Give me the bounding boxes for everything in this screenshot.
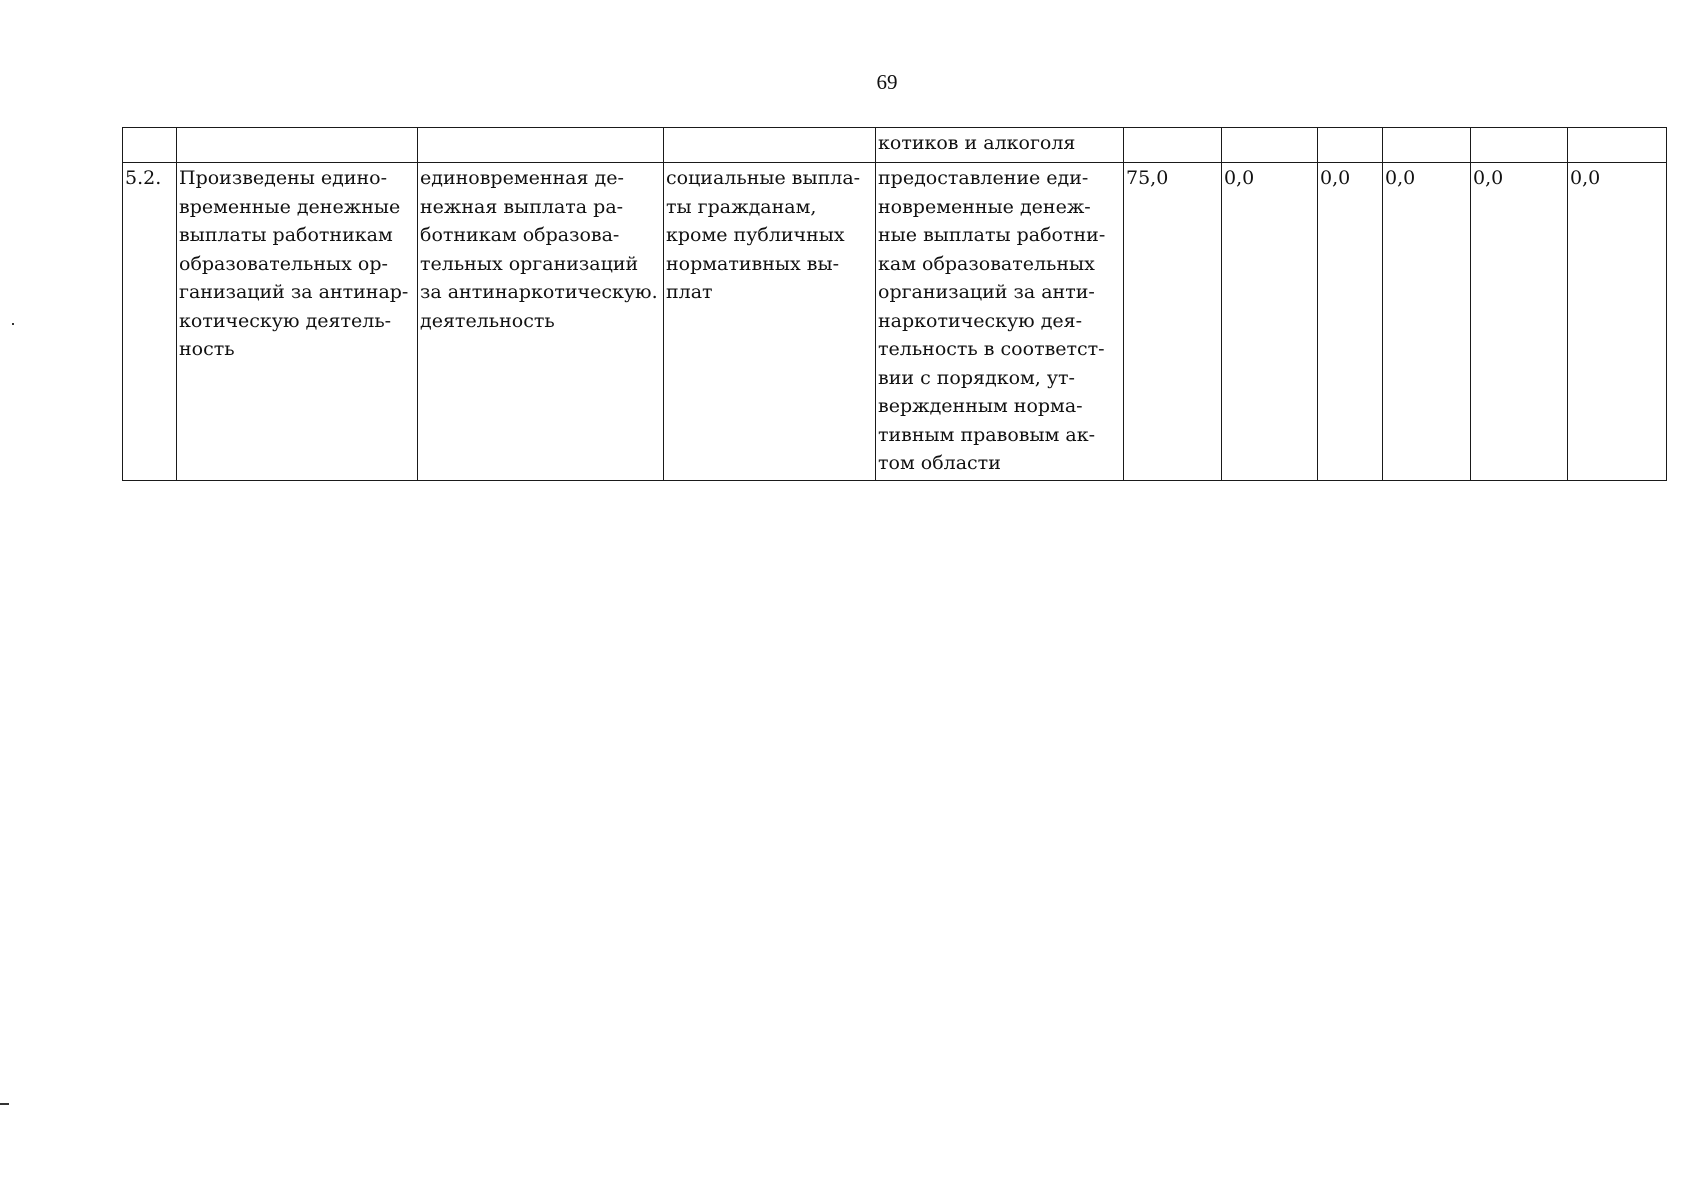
value-cell-2: 0,0 — [1222, 163, 1318, 481]
payment-type-cell: социальные выпла- ты гражданам, кроме публичных нормативных вы- плат — [664, 163, 876, 481]
cont-cell-type — [664, 128, 876, 163]
budget-table — [122, 127, 1667, 481]
value-cell-4: 0,0 — [1383, 163, 1471, 481]
cont-cell-value-6 — [1568, 128, 1667, 163]
scan-dot — [12, 323, 14, 325]
cont-cell-description: котиков и алкоголя — [876, 128, 1124, 163]
cont-cell-value-2 — [1222, 128, 1318, 163]
value-cell-6: 0,0 — [1568, 163, 1667, 481]
value-cell-3: 0,0 — [1318, 163, 1383, 481]
cont-cell-value-1 — [1124, 128, 1222, 163]
continuation-row — [123, 128, 1667, 163]
table-row — [123, 163, 1667, 481]
result-cell: Произведены едино- временные денежные выплаты работникам образовательных ор- ганизаций за антинар- котическую деятель- ность — [177, 163, 418, 481]
cont-cell-value-3 — [1318, 128, 1383, 163]
scan-mark — [0, 1103, 9, 1105]
cont-cell-result — [177, 128, 418, 163]
value-cell-1: 75,0 — [1124, 163, 1222, 481]
row-number: 5.2. — [123, 163, 177, 481]
description-cell: предоставление еди- новременные денеж- ные выплаты работни- кам образовательных организаций за анти- наркотическую дея- тельность в соответст- вии с порядком, ут- вержденным норма- тивным правовым ак- том области — [876, 163, 1124, 481]
measure-cell: единовременная де- нежная выплата ра- ботникам образова- тельных организаций за антинаркотическую. деятельность — [418, 163, 664, 481]
page-number: 69 — [876, 70, 898, 94]
cont-cell-num — [123, 128, 177, 163]
cont-cell-value-5 — [1471, 128, 1568, 163]
cont-cell-measure — [418, 128, 664, 163]
cont-cell-value-4 — [1383, 128, 1471, 163]
value-cell-5: 0,0 — [1471, 163, 1568, 481]
